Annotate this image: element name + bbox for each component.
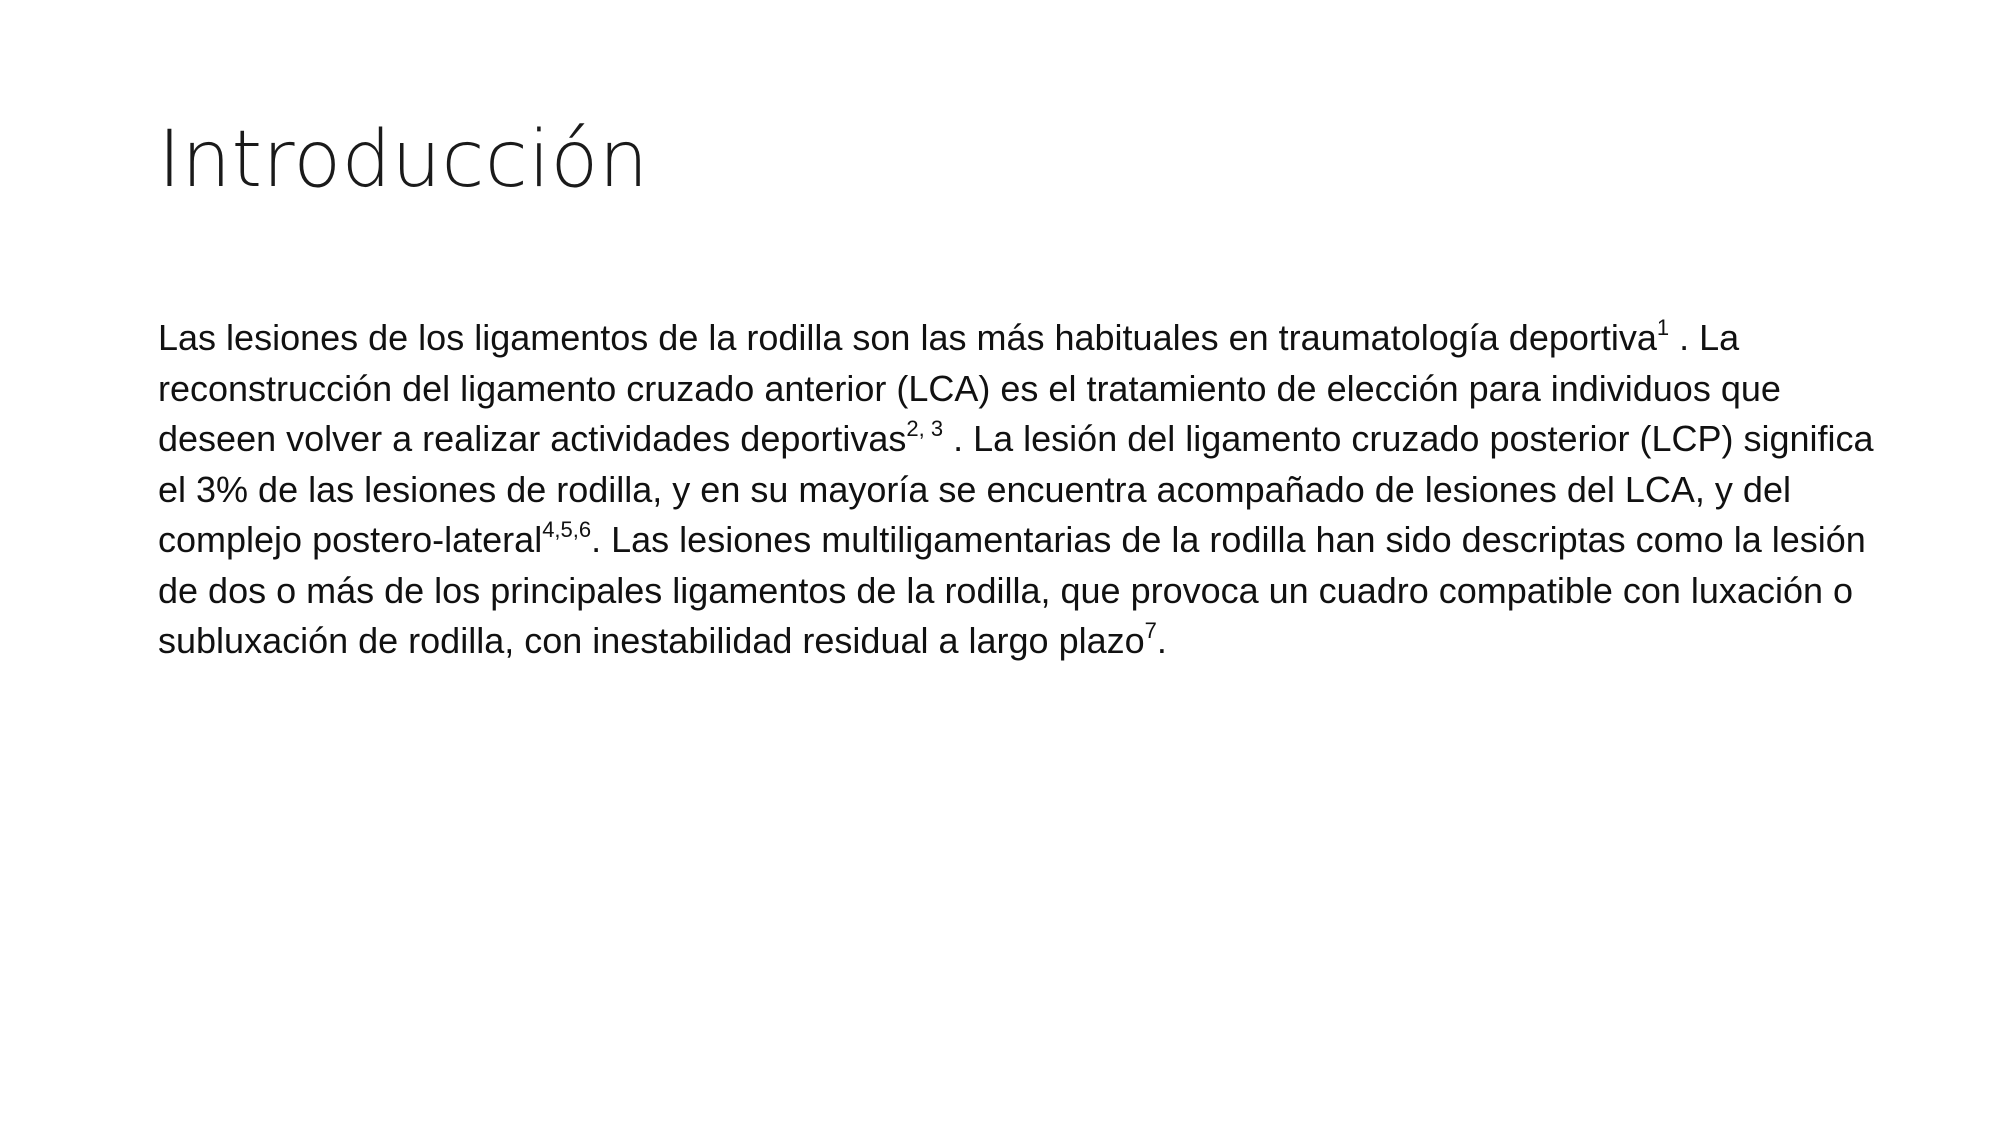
body-paragraph bbox=[158, 313, 1878, 667]
paragraph-text: Las lesiones de los ligamentos de la rodilla son las más habituales en traumatología deportiva bbox=[158, 317, 1657, 358]
paragraph-text: . La reconstrucción del ligamento cruzado anterior (LCA) es el tratamiento de elección para individuos que deseen volver a realizar actividades deportivas bbox=[158, 317, 1781, 459]
citation-superscript: 2, 3 bbox=[906, 416, 944, 441]
citation-superscript: 7 bbox=[1144, 618, 1157, 643]
citation-superscript: 1 bbox=[1656, 315, 1670, 340]
slide-title: Introducción bbox=[158, 115, 649, 205]
paragraph-text: . Las lesiones multiligamentarias de la rodilla han sido descriptas como la lesión de dos o más de los principales ligamentos de la rodilla, que provoca un cuadro compatible con luxación o subluxación de rodilla, con inestabilidad residual a largo plazo bbox=[158, 519, 1866, 661]
paragraph-text: . bbox=[1156, 620, 1167, 661]
paragraph-text: . La lesión del ligamento cruzado posterior (LCP) significa el 3% de las lesiones de rodilla, y en su mayoría se encuentra acompañado de lesiones del LCA, y del complejo postero-lateral bbox=[158, 418, 1874, 560]
citation-superscript: 4,5,6 bbox=[542, 517, 592, 542]
